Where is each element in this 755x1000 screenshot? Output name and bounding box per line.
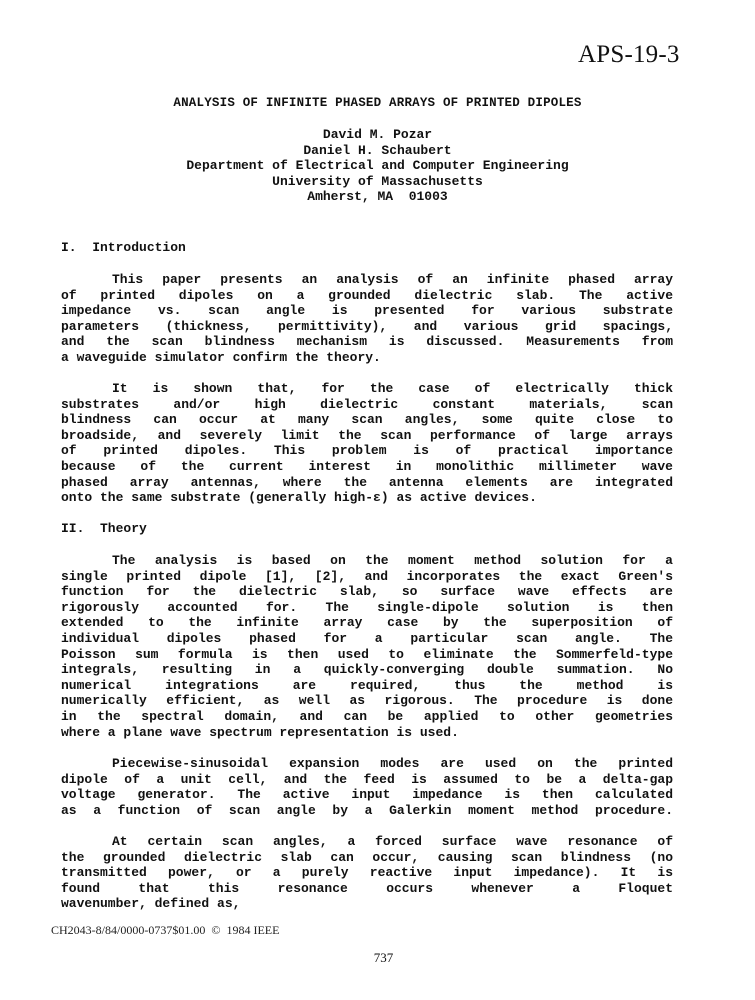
author-block [0, 127, 755, 205]
paragraph [61, 834, 673, 912]
text-line: The analysis is based on the moment method solution for a [112, 553, 673, 568]
page-number: 737 [373, 950, 394, 965]
text-line: the grounded dielectric slab can occur, causing scan blindness (no [61, 849, 673, 865]
section-heading-theory: II. Theory [61, 521, 147, 536]
copyright-code: CH2043-8/84/0000-0737$01.00 © 1984 IEEE [51, 923, 280, 937]
text-line: numerical integrations are required, thus the method is [61, 677, 673, 693]
text-line: voltage generator. The active input impedance is then calculated [61, 787, 673, 803]
text-line: a waveguide simulator confirm the theory. [61, 349, 381, 365]
text-line: broadside, and severely limit the scan performance of large arrays [61, 427, 673, 443]
text-line: single printed dipole [1], [2], and incorporates the exact Green's [61, 568, 673, 584]
paragraph [61, 553, 673, 740]
text-line: dipole of a unit cell, and the feed is assumed to be a delta-gap [61, 771, 673, 787]
paragraph [61, 381, 673, 506]
text-line: individual dipoles phased for a particular scan angle. The [61, 630, 673, 646]
text-line: It is shown that, for the case of electrically thick [112, 381, 673, 396]
author-affiliation: University of Massachusetts [272, 173, 483, 189]
text-line: where a plane wave spectrum representation is used. [61, 724, 459, 740]
text-line: wavenumber, defined as, [61, 896, 241, 912]
author-address: Amherst, MA 01003 [307, 189, 448, 204]
text-line: onto the same substrate (generally high-ε) as active devices. [61, 490, 537, 506]
text-line: rigorously accounted for. The single-dipole solution is then [61, 599, 673, 615]
text-line: Piecewise-sinusoidal expansion modes are used on the printed [112, 756, 673, 771]
author-name: David M. Pozar [322, 127, 433, 142]
paper-title: ANALYSIS OF INFINITE PHASED ARRAYS OF PRINTED DIPOLES [173, 96, 582, 110]
text-line: of printed dipoles. This problem is of practical importance [61, 443, 673, 459]
section-heading-introduction: I. Introduction [61, 240, 186, 255]
paragraph [61, 272, 673, 366]
paragraph [61, 756, 673, 818]
text-line: in the spectral domain, and can be applied to other geometries [61, 708, 673, 724]
text-line: blindness can occur at many scan angles, some quite close to [61, 412, 673, 428]
text-line: extended to the infinite array case by the superposition of [61, 615, 673, 631]
text-line: and the scan blindness mechanism is discussed. Measurements from [61, 334, 673, 350]
text-line: phased array antennas, where the antenna elements are integrated [61, 474, 673, 490]
text-line: substrates and/or high dielectric constant materials, scan [61, 396, 673, 412]
text-line: function for the dielectric slab, so surface wave effects are [61, 584, 673, 600]
text-line: parameters (thickness, permittivity), and various grid spacings, [61, 318, 673, 334]
text-line: numerically efficient, as well as rigorous. The procedure is done [61, 693, 673, 709]
text-line: because of the current interest in monolithic millimeter wave [61, 458, 673, 474]
text-line: impedance vs. scan angle is presented for various substrate [61, 303, 673, 319]
text-line: At certain scan angles, a forced surface wave resonance of [112, 834, 673, 849]
text-line: found that this resonance occurs whenever a Floquet [61, 880, 673, 896]
text-line: This paper presents an analysis of an infinite phased array [112, 272, 673, 287]
text-line: transmitted power, or a purely reactive input impedance). It is [61, 865, 673, 881]
text-line: of printed dipoles on a grounded dielectric slab. The active [61, 287, 673, 303]
text-line: as a function of scan angle by a Galerkin moment method procedure. [61, 802, 673, 818]
author-affiliation: Department of Electrical and Computer Engineering [186, 158, 569, 173]
text-line: Poisson sum formula is then used to eliminate the Sommerfeld-type [61, 646, 673, 662]
text-line: integrals, resulting in a quickly-converging double summation. No [61, 662, 673, 678]
author-name: Daniel H. Schaubert [303, 142, 452, 158]
session-id: APS-19-3 [578, 41, 680, 68]
